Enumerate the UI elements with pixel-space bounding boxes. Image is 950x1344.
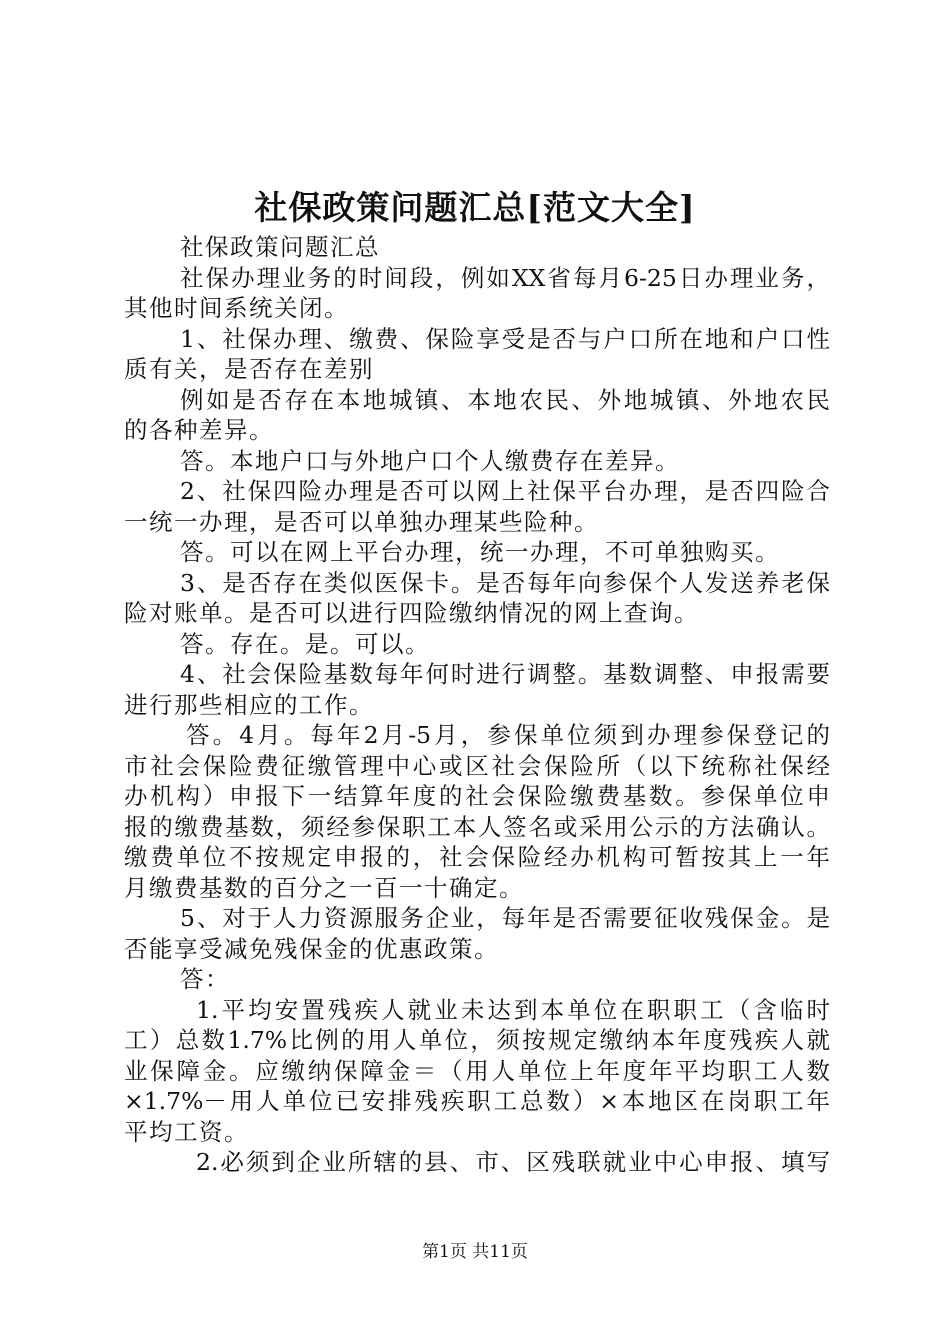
- text-line: 质有关，是否存在差别: [124, 355, 374, 383]
- text-line: ×1.7%－用人单位已安排残疾职工总数）×本地区在岗职工年: [124, 1087, 830, 1115]
- text-line: 缴费单位不按规定申报的，社会保险经办机构可暂按其上一年: [124, 843, 830, 871]
- text-line: 2.必须到企业所辖的县、市、区残联就业中心申报、填写: [196, 1148, 830, 1176]
- text-line: 险对账单。是否可以进行四险缴纳情况的网上查询。: [124, 599, 699, 627]
- text-line: 工）总数1.7%比例的用人单位，须按规定缴纳本年度残疾人就: [124, 1026, 830, 1054]
- text-line: 办机构）申报下一结算年度的社会保险缴费基数。参保单位申: [124, 782, 830, 810]
- text-line: 3、是否存在类似医保卡。是否每年向参保个人发送养老保: [180, 568, 830, 597]
- page-footer: 第1页 共11页: [422, 1242, 528, 1262]
- text-line: 报的缴费基数，须经参保职工本人签名或采用公示的方法确认。: [124, 812, 830, 841]
- text-line: 答。存在。是。可以。: [180, 629, 430, 658]
- text-line: 的各种差异。: [124, 416, 274, 444]
- document-body: [124, 232, 830, 1178]
- text-line: 其他时间系统关闭。: [124, 294, 349, 322]
- text-line: 5、对于人力资源服务企业，每年是否需要征收残保金。是: [180, 904, 830, 932]
- text-line: 社保办理业务的时间段，例如XX省每月6-25日办理业务，: [180, 263, 830, 292]
- text-line: 月缴费基数的百分之一百一十确定。: [124, 873, 524, 902]
- text-line: 业保障金。应缴纳保障金＝（用人单位上年度年平均职工人数: [124, 1056, 830, 1085]
- text-line: 答。可以在网上平台办理，统一办理，不可单独购买。: [180, 538, 780, 566]
- text-line: 社保政策问题汇总: [180, 233, 380, 261]
- text-line: 4、社会保险基数每年何时进行调整。基数调整、申报需要: [180, 660, 830, 688]
- text-line: 一统一办理，是否可以单独办理某些险种。: [124, 507, 599, 536]
- text-line: 答。4月。每年2月-5月，参保单位须到办理参保登记的: [186, 721, 830, 749]
- text-line: 进行那些相应的工作。: [124, 690, 374, 719]
- text-line: 1.平均安置残疾人就业未达到本单位在职职工（含临时: [196, 995, 830, 1024]
- document-title: 社保政策问题汇总[范文大全]: [254, 188, 696, 227]
- text-line: 否能享受减免残保金的优惠政策。: [124, 934, 499, 963]
- text-line: 答：: [180, 965, 230, 993]
- text-line: 答。本地户口与外地户口个人缴费存在差异。: [180, 446, 680, 475]
- text-line: 2、社保四险办理是否可以网上社保平台办理，是否四险合: [180, 477, 830, 505]
- text-line: 1、社保办理、缴费、保险享受是否与户口所在地和户口性: [180, 324, 830, 353]
- text-line: 例如是否存在本地城镇、本地农民、外地城镇、外地农民: [180, 385, 830, 414]
- text-line: 市社会保险费征缴管理中心或区社会保险所（以下统称社保经: [124, 751, 830, 780]
- text-line: 平均工资。: [124, 1117, 249, 1146]
